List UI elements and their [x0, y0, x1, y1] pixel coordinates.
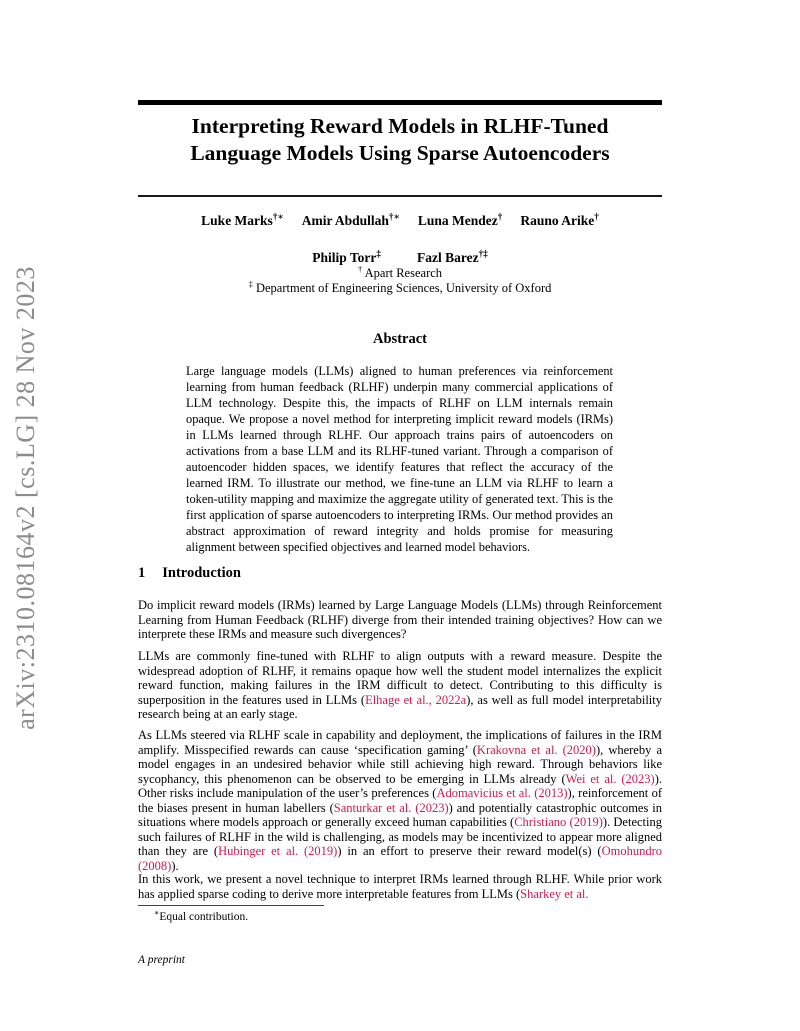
- equal-contribution-footnote: [138, 908, 662, 923]
- title-rule-bottom: [138, 195, 662, 197]
- citation-link[interactable]: Hubinger et al. (2019): [218, 844, 338, 859]
- intro-paragraph-2: [138, 649, 662, 722]
- citation-link[interactable]: Elhage et al., 2022a: [365, 692, 467, 707]
- affiliation-apart-research: [138, 263, 662, 281]
- text-segment: ), reinforcement of the biases present in human labellers (: [138, 786, 662, 815]
- text-segment: ) in an effort to preserve their reward model(s) (: [337, 844, 602, 859]
- text-segment: ), as well as full model interpretability research being at an early stage.: [138, 692, 662, 722]
- preprint-label: A preprint: [138, 954, 185, 966]
- authors-row-1: [138, 213, 662, 229]
- author-affiliation-marker: ‡: [376, 248, 381, 259]
- citation-link[interactable]: Wei et al. (2023): [565, 771, 655, 786]
- text-segment: ), whereby a model engages in an undesired behavior while still achieving high reward. Through behaviors like sycophancy, this phenomenon can be observed to be emerging in LLMs already (: [138, 742, 662, 786]
- citation-link[interactable]: Sharkey et al.: [520, 886, 589, 901]
- author-name: Luke Marks†∗: [201, 211, 284, 228]
- citation-link[interactable]: Krakovna et al. (2020): [476, 742, 596, 757]
- title-rule-top: [138, 100, 662, 105]
- author-affiliation-marker: †: [497, 211, 503, 222]
- abstract-text: Large language models (LLMs) aligned to human preferences via reinforcement learning from human feedback (RLHF) underpin many commercial applications of LLM technology. Despite this, the impacts of RLHF on LLM internals remain opaque. We propose a novel method for interpreting implicit reward models (IRMs) in LLMs learned through RLHF. Our approach trains pairs of autoencoders on activations from a base LLM and its RLHF-tuned variant. Through a comparison of autoencoder hidden spaces, we identify features that reflect the accuracy of the learned IRM. To illustrate our method, we fine-tune an LLM via RLHF to learn a token-utility mapping and maximize the aggregate utility of generated text. This is the first application of sparse autoencoders to interpreting IRMs. Our method provides an abstract approximation of reward integrity and holds promise for measuring alignment between specified objectives and learned model behaviors.: [186, 364, 613, 554]
- section-title: Introduction: [162, 565, 241, 581]
- author-name: Amir Abdullah†∗: [301, 211, 400, 228]
- author-affiliation-marker: †∗: [272, 211, 284, 222]
- text-segment: As LLMs steered via RLHF scale in capability and deployment, the implications of failures in the IRM amplify. Misspecified rewards can cause ‘specification gaming’ (: [138, 728, 662, 757]
- superscript-marker: ‡: [248, 278, 253, 289]
- text-segment: ) and potentially catastrophic outcomes in situations where models approach or generally exceed human capabilities (: [138, 800, 662, 830]
- text-segment: ).: [171, 858, 179, 873]
- text-segment: ). Detecting such failures of RLHF in the wild is challenging, as models may be incentivized to appear more aligned than they are (: [138, 815, 662, 859]
- text-segment: Do implicit reward models (IRMs) learned by Large Language Models (LLMs) through Reinforcement Learning from Human Feedback (RLHF) diverge from their intended training objectives? How can we interprete these IRMs and measure such divergences?: [138, 598, 662, 642]
- author-name: Fazl Barez†‡: [416, 248, 488, 265]
- intro-paragraph-3: [138, 728, 662, 873]
- section-number: 1: [138, 565, 146, 581]
- intro-paragraph-4: [138, 872, 662, 901]
- authors-row-2: [138, 250, 662, 266]
- abstract-heading: Abstract: [373, 331, 427, 347]
- author-affiliation-marker: †‡: [478, 248, 488, 259]
- section-heading-introduction: [138, 565, 662, 582]
- citation-link[interactable]: Santurkar et al. (2023): [333, 800, 449, 815]
- superscript-marker: †: [357, 263, 363, 274]
- author-affiliation-marker: †: [594, 211, 599, 222]
- text-segment: ). Other risks include manipulation of the user’s preferences (: [138, 771, 662, 801]
- paper-title-line-1: Interpreting Reward Models in RLHF-Tuned: [191, 114, 609, 138]
- text-segment: Equal contribution.: [159, 911, 249, 923]
- paper-title: [138, 113, 662, 167]
- footnote-rule: [138, 905, 324, 906]
- citation-link[interactable]: Christiano (2019): [514, 815, 603, 830]
- author-name: Rauno Arike†: [520, 211, 599, 228]
- paper-title-line-2: Language Models Using Sparse Autoencoders: [190, 141, 610, 165]
- superscript-marker: ∗: [154, 908, 160, 918]
- author-affiliation-marker: †∗: [388, 211, 400, 222]
- text-segment: Department of Engineering Sciences, University of Oxford: [252, 281, 552, 295]
- arxiv-watermark: arXiv:2310.08164v2 [cs.LG] 28 Nov 2023: [11, 266, 40, 730]
- text-segment: LLMs are commonly fine-tuned with RLHF to align outputs with a reward measure. Despite the widespread adoption of RLHF, it remains opaque how well the student model internalizes the explicit reward function, making failures in the IRM difficult to detect. Contributing to this difficulty is superposition in the features used in LLMs (: [138, 649, 662, 707]
- citation-link[interactable]: Adomavicius et al. (2013): [436, 786, 568, 801]
- text-segment: In this work, we present a novel technique to interpret IRMs learned through RLHF. While prior work has applied sparse coding to derive more interpretable features from LLMs (: [138, 872, 662, 901]
- affiliation-oxford: [138, 278, 662, 296]
- author-name: Luna Mendez†: [417, 211, 503, 228]
- citation-link[interactable]: Omohundro (2008): [138, 844, 663, 873]
- intro-paragraph-1: [138, 598, 662, 642]
- author-name: Philip Torr‡: [312, 248, 381, 265]
- text-segment: Apart Research: [362, 266, 443, 280]
